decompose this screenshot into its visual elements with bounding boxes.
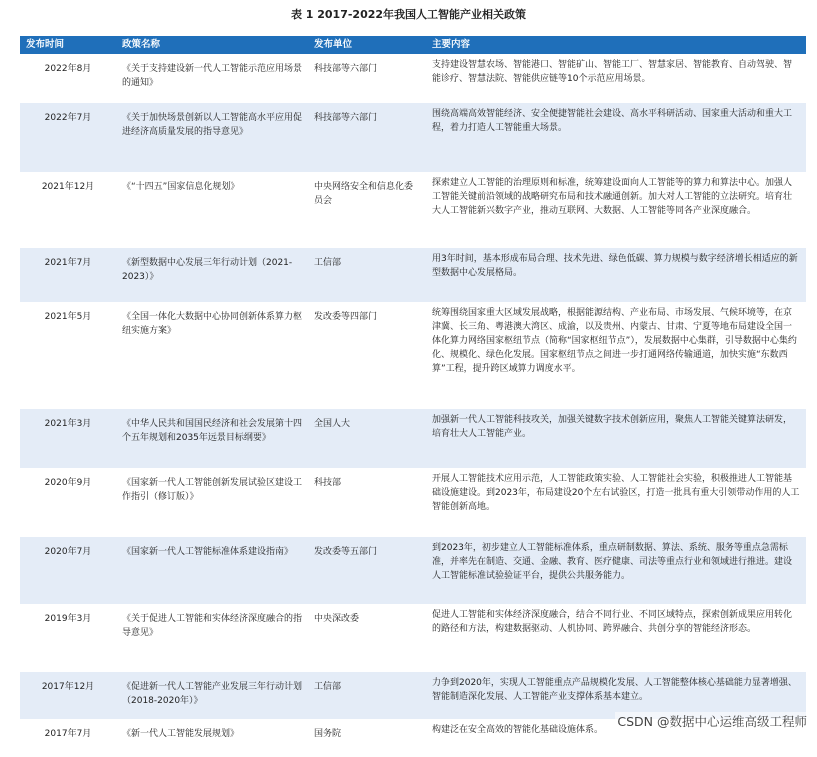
cell-date: 2017年7月 xyxy=(20,719,116,757)
cell-department: 科技部 xyxy=(308,468,426,537)
cell-policy-name: 《关于加快场景创新以人工智能高水平应用促进经济高质量发展的指导意见》 xyxy=(116,103,308,172)
cell-policy-name: 《国家新一代人工智能创新发展试验区建设工作指引（修订版）》 xyxy=(116,468,308,537)
cell-date: 2021年3月 xyxy=(20,409,116,468)
cell-content: 支持建设智慧农场、智能港口、智能矿山、智能工厂、智慧家居、智能教育、自动驾驶、智能诊疗、智慧法院、智能供应链等10个示范应用场景。 xyxy=(426,54,806,103)
cell-policy-name: 《关于支持建设新一代人工智能示范应用场景的通知》 xyxy=(116,54,308,103)
table-header-row xyxy=(20,36,806,54)
table-row xyxy=(20,54,806,103)
cell-department: 中央网络安全和信息化委员会 xyxy=(308,172,426,248)
cell-department: 国务院 xyxy=(308,719,426,757)
header-content: 主要内容 xyxy=(426,36,806,54)
cell-policy-name: 《新一代人工智能发展规划》 xyxy=(116,719,308,757)
policy-table xyxy=(20,36,806,757)
cell-content: 用3年时间，基本形成布局合理、技术先进、绿色低碳、算力规模与数字经济增长相适应的新型数据中心发展格局。 xyxy=(426,248,806,302)
cell-content: 围绕高端高效智能经济、安全便捷智能社会建设、高水平科研活动、国家重大活动和重大工程，着力打造人工智能重大场景。 xyxy=(426,103,806,172)
cell-date: 2021年12月 xyxy=(20,172,116,248)
cell-department: 工信部 xyxy=(308,248,426,302)
cell-policy-name: 《“十四五”国家信息化规划》 xyxy=(116,172,308,248)
table-row xyxy=(20,248,806,302)
cell-date: 2020年9月 xyxy=(20,468,116,537)
cell-department: 中央深改委 xyxy=(308,604,426,672)
table-row xyxy=(20,409,806,468)
cell-date: 2020年7月 xyxy=(20,537,116,604)
table-row xyxy=(20,103,806,172)
table-title: 表 1 2017-2022年我国人工智能产业相关政策 xyxy=(290,8,527,21)
cell-date: 2019年3月 xyxy=(20,604,116,672)
cell-department: 发改委等四部门 xyxy=(308,302,426,409)
table-row xyxy=(20,302,806,409)
table-row xyxy=(20,604,806,672)
cell-date: 2017年12月 xyxy=(20,672,116,719)
table-row xyxy=(20,537,806,604)
cell-date: 2022年7月 xyxy=(20,103,116,172)
cell-department: 科技部等六部门 xyxy=(308,103,426,172)
header-policy-name: 政策名称 xyxy=(116,36,308,54)
cell-content: 统筹围绕国家重大区域发展战略，根据能源结构、产业布局、市场发展、气候环境等，在京津冀、长三角、粤港澳大湾区、成渝，以及贵州、内蒙古、甘肃、宁夏等地布局建设全国一体化算力网络国家枢纽节点（简称“国家枢纽节点”），发展数据中心集群，引导数据中心集约化、规模化、绿色化发展。国家枢纽节点之间进一步打通网络传输通道，加快实施“东数西算”工程，提升跨区域算力调度水平。 xyxy=(426,302,806,409)
cell-department: 科技部等六部门 xyxy=(308,54,426,103)
watermark: CSDN @数据中心运维高级工程师 xyxy=(617,714,807,729)
cell-policy-name: 《新型数据中心发展三年行动计划（2021-2023）》 xyxy=(116,248,308,302)
header-date: 发布时间 xyxy=(20,36,116,54)
cell-department: 全国人大 xyxy=(308,409,426,468)
cell-policy-name: 《关于促进人工智能和实体经济深度融合的指导意见》 xyxy=(116,604,308,672)
cell-policy-name: 《中华人民共和国国民经济和社会发展第十四个五年规划和2035年远景目标纲要》 xyxy=(116,409,308,468)
cell-content: 开展人工智能技术应用示范，人工智能政策实验、人工智能社会实验，积极推进人工智能基础设施建设。到2023年，布局建设20个左右试验区，打造一批具有重大引领带动作用的人工智能创新高地。 xyxy=(426,468,806,537)
cell-content: 加强新一代人工智能科技攻关，加强关键数字技术创新应用，聚焦人工智能关键算法研发，培育壮大人工智能产业。 xyxy=(426,409,806,468)
cell-content: 到2023年，初步建立人工智能标准体系，重点研制数据、算法、系统、服务等重点急需标准，并率先在制造、交通、金融、教育、医疗健康、司法等重点行业和领域进行推进。建设人工智能标准试验验证平台，提供公共服务能力。 xyxy=(426,537,806,604)
cell-content: 力争到2020年，实现人工智能重点产品规模化发展、人工智能整体核心基础能力显著增强、智能制造深化发展、人工智能产业支撑体系基本建立。 xyxy=(426,672,806,719)
cell-date: 2022年8月 xyxy=(20,54,116,103)
cell-policy-name: 《促进新一代人工智能产业发展三年行动计划（2018-2020年）》 xyxy=(116,672,308,719)
cell-department: 工信部 xyxy=(308,672,426,719)
table-row xyxy=(20,468,806,537)
cell-content: 促进人工智能和实体经济深度融合，结合不同行业、不同区域特点，探索创新成果应用转化的路径和方法，构建数据驱动、人机协同、跨界融合、共创分享的智能经济形态。 xyxy=(426,604,806,672)
cell-content: 构建泛在安全高效的智能化基础设施体系。 xyxy=(426,719,806,757)
table-row xyxy=(20,172,806,248)
cell-date: 2021年5月 xyxy=(20,302,116,409)
cell-content: 探索建立人工智能的治理原则和标准，统筹建设面向人工智能等的算力和算法中心。加强人工智能关键前沿领域的战略研究布局和技术融通创新。加大对人工智能的立法研究。培育壮大人工智能新兴数字产业，推动互联网、大数据、人工智能等同各产业深度融合。 xyxy=(426,172,806,248)
cell-department: 发改委等五部门 xyxy=(308,537,426,604)
cell-policy-name: 《国家新一代人工智能标准体系建设指南》 xyxy=(116,537,308,604)
cell-date: 2021年7月 xyxy=(20,248,116,302)
header-department: 发布单位 xyxy=(308,36,426,54)
cell-policy-name: 《全国一体化大数据中心协同创新体系算力枢纽实施方案》 xyxy=(116,302,308,409)
